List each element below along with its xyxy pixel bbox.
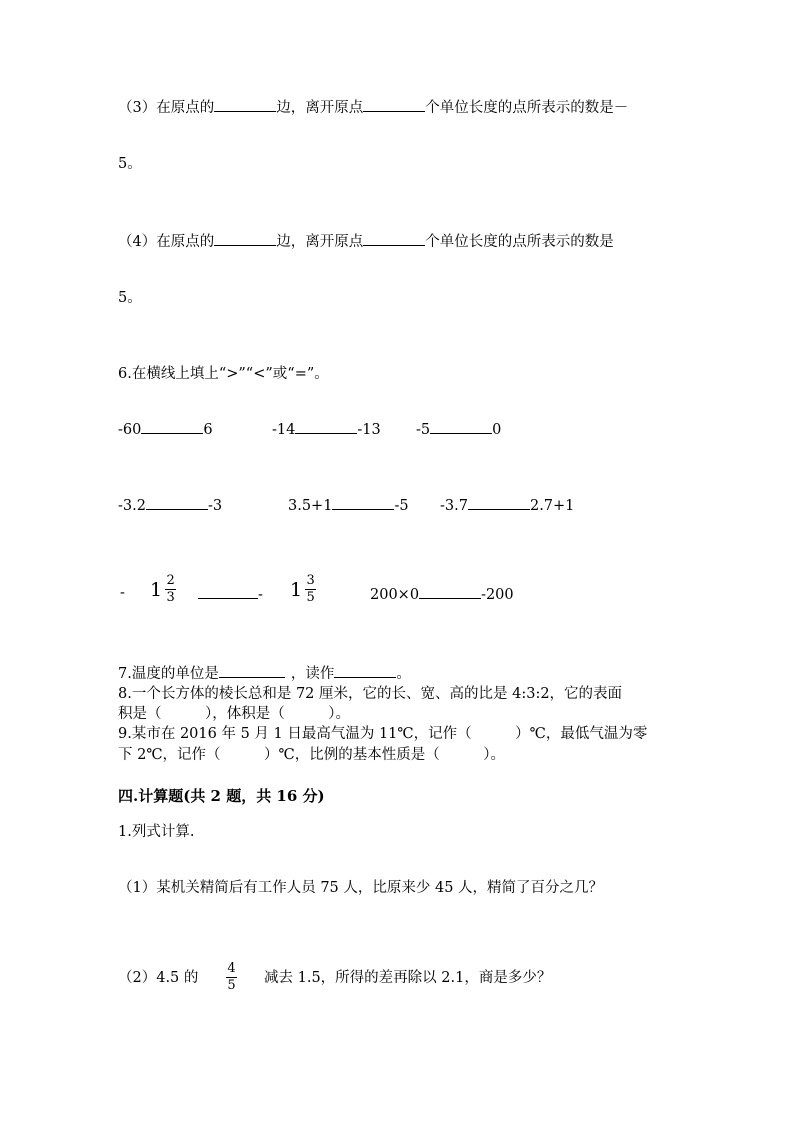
- question-3-line: [118, 96, 628, 118]
- question-6-title: 6.在横线上填上“>”“<”或“=”。: [118, 366, 329, 382]
- fraction: $\frac{4}{5}$: [227, 961, 236, 993]
- q4-pre: （4）在原点的: [118, 234, 215, 250]
- answer-blank[interactable]: [363, 230, 425, 246]
- calc-1-part-2-post: 减去 1.5，所得的差再除以 2.1，商是多少？: [264, 970, 552, 986]
- q3-mid: 边，离开原点: [276, 100, 364, 116]
- answer-blank[interactable]: [332, 494, 394, 510]
- compare-item: -3.7 2.7+1: [440, 494, 574, 516]
- answer-blank[interactable]: [214, 230, 276, 246]
- section-title: 四.计算题(共 2 题，共 16 分): [118, 787, 325, 805]
- compare-item: -14 -13: [272, 418, 381, 440]
- answer-blank[interactable]: [419, 583, 481, 599]
- answer-blank[interactable]: [430, 418, 492, 434]
- question-8-line1: 8.一个长方体的棱长总和是 72 厘米，它的长、宽、高的比是 4:3:2，它的表面: [118, 686, 623, 702]
- question-8-line2: 积是（ ），体积是（ ）。: [118, 706, 350, 722]
- question-9-line1: 9.某市在 2016 年 5 月 1 日最高气温为 11℃，记作（ ）℃，最低气温为零: [118, 726, 648, 742]
- compare-item: -60 6: [118, 418, 213, 440]
- answer-blank[interactable]: [295, 418, 357, 434]
- q4-mid: 边，离开原点: [276, 234, 364, 250]
- minus-sign: -: [120, 585, 125, 601]
- question-7: 7.温度的单位是 ，读作 。: [118, 662, 411, 684]
- question-3-cont: 5。: [118, 156, 142, 172]
- answer-blank[interactable]: [141, 418, 203, 434]
- fraction: $\frac{3}{5}$: [306, 573, 315, 605]
- answer-blank[interactable]: [198, 583, 258, 599]
- answer-blank[interactable]: [363, 96, 425, 112]
- answer-blank[interactable]: [334, 662, 396, 678]
- question-4-cont: 5。: [118, 290, 142, 306]
- compare-item: -3.2 -3: [118, 494, 222, 516]
- q4-post: 个单位长度的点所表示的数是: [425, 234, 614, 250]
- compare-item: -5 0: [416, 418, 501, 440]
- answer-blank[interactable]: [219, 662, 285, 678]
- mixed-number: 1 $\frac{3}{5}$: [290, 573, 315, 605]
- compare-item: 3.5+1 -5: [288, 494, 409, 516]
- q3-pre: （3）在原点的: [118, 100, 215, 116]
- calc-1-part-2-pre: （2）4.5 的: [118, 970, 199, 986]
- compare-item: 200×0 -200: [370, 583, 514, 605]
- calc-1-part-1: （1）某机关精简后有工作人员 75 人，比原来少 45 人，精简了百分之几？: [118, 880, 604, 896]
- mixed-number: 1 $\frac{2}{3}$: [150, 573, 175, 605]
- question-9-line2: 下 2℃，记作（ ）℃，比例的基本性质是（ ）。: [118, 747, 506, 763]
- answer-blank[interactable]: [214, 96, 276, 112]
- compare-item: -: [198, 583, 263, 605]
- answer-blank[interactable]: [468, 494, 530, 510]
- question-4-line: [118, 230, 614, 252]
- answer-blank[interactable]: [146, 494, 208, 510]
- q3-post: 个单位长度的点所表示的数是－: [425, 100, 629, 116]
- fraction: $\frac{2}{3}$: [166, 573, 175, 605]
- calc-1-title: 1.列式计算.: [118, 824, 195, 840]
